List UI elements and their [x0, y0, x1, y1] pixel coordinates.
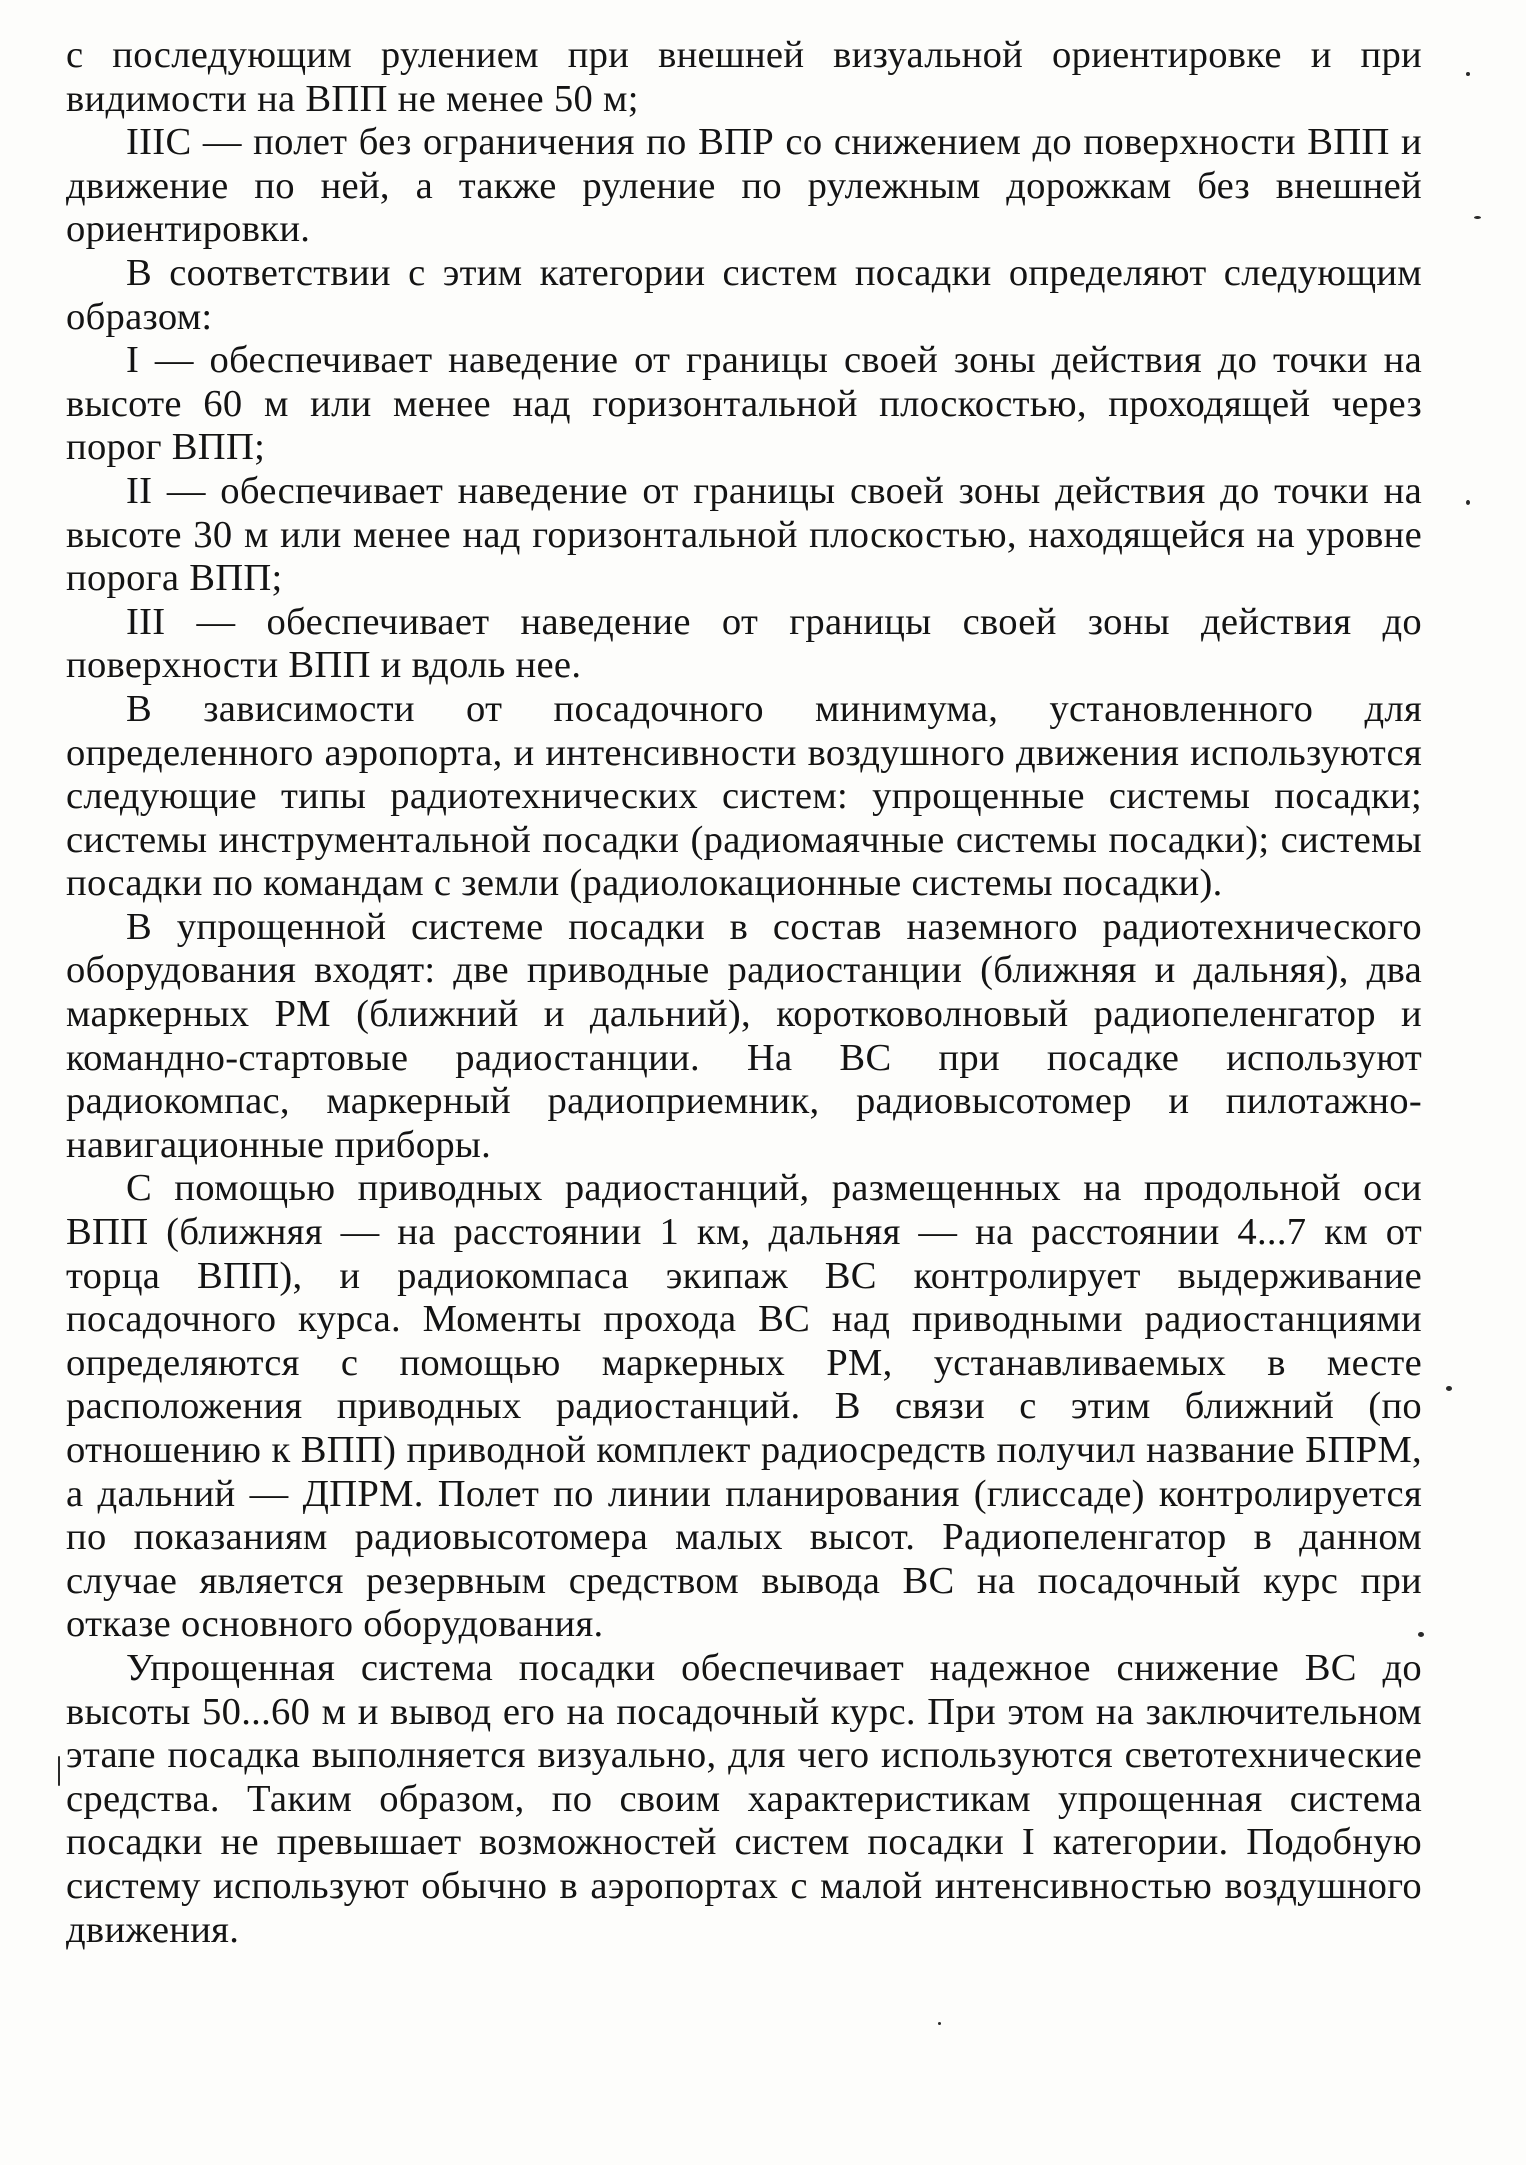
paragraph-4: I — обеспечивает наведение от границы своей зоны действия до точки на высоте 60 м или менее над горизонтальной плоскостью, проходящей через порог ВПП;	[66, 339, 1422, 469]
paragraph-5: II — обеспечивает наведение от границы своей зоны действия до точки на высоте 30 м или менее над горизонтальной плоскостью, находящейся на уровне порога ВПП;	[66, 469, 1422, 600]
scan-speck	[938, 2022, 941, 2025]
paragraph-1: с последующим рулением при внешней визуальной ориентировке и при видимости на ВПП не менее 50 м;	[66, 34, 1422, 120]
paragraph-9: С помощью приводных радиостанций, размещенных на продольной оси ВПП (ближняя — на расстоянии 1 км, дальняя — на расстоянии 4...7 км от торца ВПП), и радиокомпаса экипаж ВС контролирует выдерживание посадочного курса. Моменты прохода ВС над приводными радиостанциями определяются с помощью маркерных РМ, устанавливаемых в месте расположения приводных радиостанций. В связи с этим ближний (по отношению к ВПП) приводной комплект радиосредств получил название БПРМ, а дальний — ДПРМ. Полет по линии планирования (глиссаде) контролируется по показаниям радиовысотомера малых высот. Радиопеленгатор в данном случае является резервным средством вывода ВС на посадочный курс при отказе основного оборудования.	[66, 1167, 1422, 1646]
paragraph-2: IIIC — полет без ограничения по ВПР со снижением до поверхности ВПП и движение по ней, а также руление по рулежным дорожкам без внешней ориентировки.	[66, 121, 1422, 251]
scan-speck	[1446, 1386, 1452, 1391]
scan-speck	[1466, 500, 1470, 505]
paragraph-7: В зависимости от посадочного минимума, установленного для определенного аэропорта, и интенсивности воздушного движения используются следующие типы радиотехнических систем: упрощенные системы посадки; системы инструментальной посадки (радиомаячные системы посадки); системы посадки по командам с земли (радиолокационные системы посадки).	[66, 687, 1422, 905]
paragraph-3: В соответствии с этим категории систем посадки определяют следующим образом:	[66, 251, 1422, 338]
scan-speck	[1466, 72, 1470, 76]
body-text	[66, 34, 1422, 1952]
paragraph-10: Упрощенная система посадки обеспечивает надежное снижение ВС до высоты 50...60 м и вывод его на посадочный курс. При этом на заключительном этапе посадка выполняется визуально, для чего используются светотехнические средства. Таким образом, по своим характеристикам упрощенная система посадки не превышает возможностей систем посадки I категории. Подобную систему используют обычно в аэропортах с малой интенсивностью воздушного движения.	[66, 1646, 1422, 1951]
scan-speck	[1474, 216, 1481, 219]
scan-speck	[58, 1756, 60, 1786]
scan-speck	[1418, 1632, 1424, 1637]
paragraph-8: В упрощенной системе посадки в состав наземного радиотехнического оборудования входят: две приводные радиостанции (ближняя и дальняя), два маркерных РМ (ближний и дальний), коротковолновый радиопеленгатор и командно-стартовые радиостанции. На ВС при посадке используют радиокомпас, маркерный радиоприемник, радиовысотомер и пилотажно-навигационные приборы.	[66, 905, 1422, 1166]
paragraph-6: III — обеспечивает наведение от границы своей зоны действия до поверхности ВПП и вдоль нее.	[66, 600, 1422, 687]
